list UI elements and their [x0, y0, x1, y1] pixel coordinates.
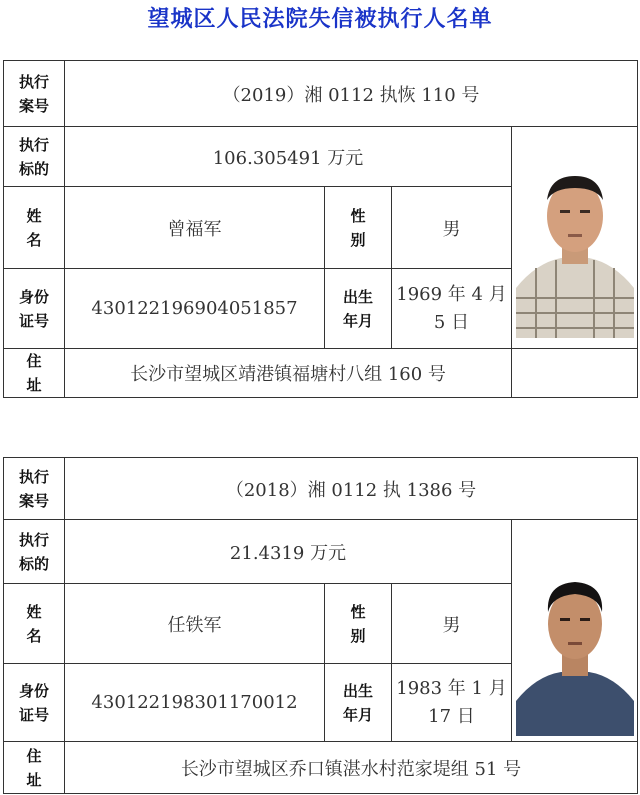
person-portrait-image-2	[516, 526, 634, 736]
address-value: 长沙市望城区乔口镇湛水村范家堤组 51 号	[65, 742, 638, 794]
empty-cell	[512, 349, 638, 398]
name-value: 曾福军	[65, 187, 325, 269]
address-label: 住 址	[4, 742, 65, 794]
id-no-value: 430122196904051857	[65, 269, 325, 349]
amount-value: 21.4319 万元	[65, 520, 512, 584]
amount-value: 106.305491 万元	[65, 127, 512, 187]
name-label: 姓 名	[4, 584, 65, 664]
gender-value: 男	[392, 187, 512, 269]
amount-label: 执行 标的	[4, 127, 65, 187]
id-no-value: 430122198301170012	[65, 664, 325, 742]
case-no-value: （2019）湘 0112 执恢 110 号	[65, 61, 638, 127]
page-title: 望城区人民法院失信被执行人名单	[147, 7, 493, 32]
address-value: 长沙市望城区靖港镇福塘村八组 160 号	[65, 349, 512, 398]
id-no-label: 身份 证号	[4, 269, 65, 349]
gender-label: 性 别	[325, 187, 392, 269]
person-photo-1	[512, 127, 638, 349]
case-no-label: 执行 案号	[4, 458, 65, 520]
record-table-2	[3, 457, 638, 794]
amount-label: 执行 标的	[4, 520, 65, 584]
birth-label: 出生 年月	[325, 269, 392, 349]
record-table-1	[3, 60, 638, 398]
case-no-value: （2018）湘 0112 执 1386 号	[65, 458, 638, 520]
person-portrait-image-1	[516, 138, 634, 338]
address-label: 住 址	[4, 349, 65, 398]
name-value: 任铁军	[65, 584, 325, 664]
case-no-label: 执行 案号	[4, 61, 65, 127]
id-no-label: 身份 证号	[4, 664, 65, 742]
birth-value: 1983 年 1 月 17 日	[392, 664, 512, 742]
name-label: 姓 名	[4, 187, 65, 269]
birth-value: 1969 年 4 月 5 日	[392, 269, 512, 349]
gender-label: 性 别	[325, 584, 392, 664]
person-photo-2	[512, 520, 638, 742]
gender-value: 男	[392, 584, 512, 664]
birth-label: 出生 年月	[325, 664, 392, 742]
